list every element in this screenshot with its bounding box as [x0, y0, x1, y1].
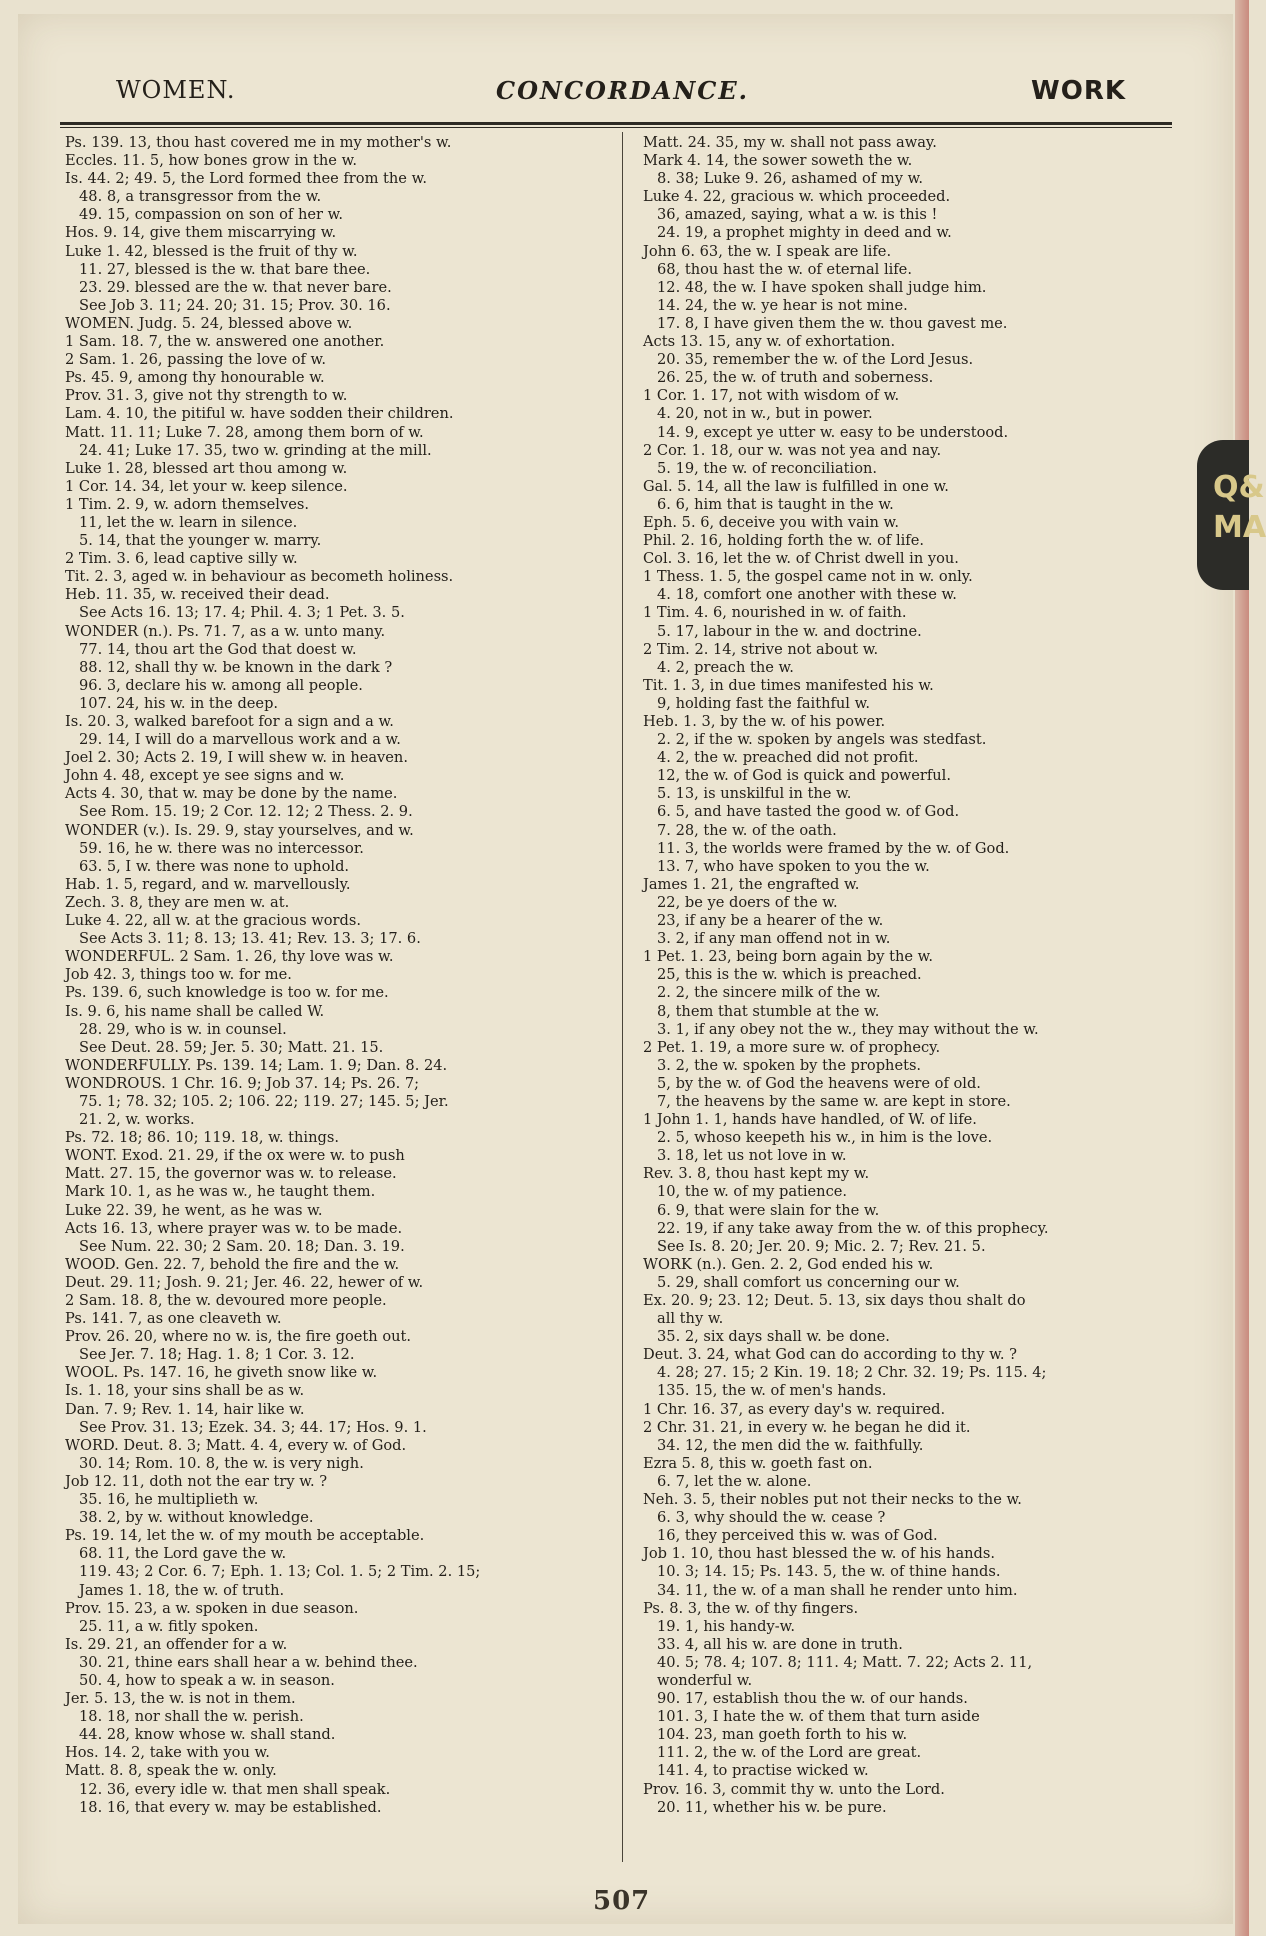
concordance-line: 40. 5; 78. 4; 107. 8; 111. 4; Matt. 7. 22; Acts 2. 11,: [657, 1653, 1033, 1671]
concordance-line: Heb. 1. 3, by the w. of his power.: [643, 713, 886, 730]
concordance-line: 2. 2, if the w. spoken by angels was stedfast.: [657, 731, 987, 749]
concordance-line: 4. 2, the w. preached did not profit.: [657, 749, 919, 767]
concordance-line: 33. 4, all his w. are done in truth.: [657, 1635, 903, 1653]
concordance-line: See Deut. 28. 59; Jer. 5. 30; Matt. 21. 15.: [79, 1038, 384, 1056]
concordance-line: 30. 21, thine ears shall hear a w. behind thee.: [79, 1653, 418, 1671]
concordance-line: See Rom. 15. 19; 2 Cor. 12. 12; 2 Thess. 2. 9.: [79, 803, 413, 821]
concordance-line: 5, by the w. of God the heavens were of old.: [657, 1074, 981, 1092]
concordance-line: Acts 16. 13, where prayer was w. to be made.: [65, 1219, 403, 1237]
thumb-index-label: Q& MA: [1213, 470, 1266, 545]
concordance-line: 28. 29, who is w. in counsel.: [79, 1020, 287, 1038]
concordance-line: 2 Sam. 18. 8, the w. devoured more people.: [65, 1292, 387, 1309]
concordance-line: WONDERFULLY. Ps. 139. 14; Lam. 1. 9; Dan. 8. 24.: [65, 1056, 448, 1074]
concordance-line: James 1. 21, the engrafted w.: [643, 875, 860, 893]
concordance-line: 1 Pet. 1. 23, being born again by the w.: [643, 948, 934, 966]
concordance-line: Deut. 29. 11; Josh. 9. 21; Jer. 46. 22, hewer of w.: [65, 1273, 424, 1291]
concordance-line: 11. 27, blessed is the w. that bare thee.: [79, 260, 371, 278]
concordance-line: WONDER (n.). Ps. 71. 7, as a w. unto many.: [65, 622, 386, 640]
header-rule: [60, 122, 1172, 125]
concordance-line: 8. 38; Luke 9. 26, ashamed of my w.: [657, 170, 924, 188]
concordance-line: WONDER (v.). Is. 29. 9, stay yourselves, and w.: [65, 821, 414, 839]
concordance-line: 13. 7, who have spoken to you the w.: [657, 857, 930, 875]
concordance-line: Lam. 4. 10, the pitiful w. have sodden their children.: [65, 405, 454, 423]
concordance-line: 1 John 1. 1, hands have handled, of W. of life.: [643, 1111, 977, 1129]
concordance-line: Is. 1. 18, your sins shall be as w.: [65, 1382, 305, 1400]
concordance-line: Mark 4. 14, the sower soweth the w.: [643, 152, 913, 170]
concordance-line: 119. 43; 2 Cor. 6. 7; Eph. 1. 13; Col. 1. 5; 2 Tim. 2. 15;: [79, 1563, 481, 1581]
concordance-line: 14. 9, except ye utter w. easy to be understood.: [657, 423, 1009, 441]
header-title: CONCORDANCE.: [496, 76, 750, 105]
concordance-line: Jer. 5. 13, the w. is not in them.: [65, 1690, 296, 1708]
concordance-line: Tit. 2. 3, aged w. in behaviour as becometh holiness.: [65, 568, 454, 586]
concordance-line: Job 12. 11, doth not the ear try w. ?: [65, 1472, 328, 1490]
concordance-line: Ps. 8. 3, the w. of thy fingers.: [643, 1599, 859, 1617]
concordance-line: John 4. 48, except ye see signs and w.: [65, 767, 345, 785]
concordance-line: 38. 2, by w. without knowledge.: [79, 1509, 314, 1527]
concordance-line: 34. 12, the men did the w. faithfully.: [657, 1436, 924, 1454]
header-right-word: WORK: [1031, 76, 1126, 106]
concordance-line: 11, let the w. learn in silence.: [79, 513, 298, 531]
concordance-line: See Is. 8. 20; Jer. 20. 9; Mic. 2. 7; Rev. 21. 5.: [657, 1237, 986, 1255]
concordance-line: Luke 1. 28, blessed art thou among w.: [65, 459, 348, 477]
concordance-line: 44. 28, know whose w. shall stand.: [79, 1726, 336, 1744]
concordance-line: 29. 14, I will do a marvellous work and a w.: [79, 731, 401, 749]
concordance-line: See Num. 22. 30; 2 Sam. 20. 18; Dan. 3. 19.: [79, 1237, 405, 1255]
concordance-line: Ps. 139. 13, thou hast covered me in my mother's w.: [65, 134, 452, 151]
concordance-line: Neh. 3. 5, their nobles put not their necks to the w.: [643, 1491, 1022, 1509]
concordance-line: 50. 4, how to speak a w. in season.: [79, 1671, 335, 1689]
running-header: [96, 76, 1126, 120]
concordance-line: 10, the w. of my patience.: [657, 1183, 848, 1201]
concordance-line: 2 Cor. 1. 18, our w. was not yea and nay.: [643, 441, 942, 459]
concordance-line: 2. 2, the sincere milk of the w.: [657, 984, 881, 1002]
concordance-line: Ezra 5. 8, this w. goeth fast on.: [643, 1454, 873, 1472]
concordance-line: See Acts 16. 13; 17. 4; Phil. 4. 3; 1 Pet. 3. 5.: [79, 604, 405, 622]
concordance-line: 35. 16, he multiplieth w.: [79, 1491, 259, 1509]
concordance-line: 18. 18, nor shall the w. perish.: [79, 1708, 304, 1726]
concordance-line: 2 Pet. 1. 19, a more sure w. of prophecy.: [643, 1038, 941, 1056]
concordance-line: WORK (n.). Gen. 2. 2, God ended his w.: [643, 1255, 934, 1273]
concordance-line: 2. 5, whoso keepeth his w., in him is the love.: [657, 1129, 993, 1147]
concordance-line: 7. 28, the w. of the oath.: [657, 821, 837, 839]
concordance-line: Luke 22. 39, he went, as he was w.: [65, 1201, 323, 1219]
concordance-line: 20. 11, whether his w. be pure.: [657, 1798, 887, 1816]
concordance-line: 6. 9, that were slain for the w.: [657, 1201, 880, 1219]
concordance-line: 1 Thess. 1. 5, the gospel came not in w. only.: [643, 568, 973, 586]
concordance-line: 2 Chr. 31. 21, in every w. he began he did it.: [643, 1418, 971, 1436]
left-column: [65, 134, 610, 1817]
concordance-line: WONT. Exod. 21. 29, if the ox were w. to push: [65, 1147, 405, 1165]
concordance-line: 1 Chr. 16. 37, as every day's w. required.: [643, 1400, 946, 1418]
concordance-line: 25. 11, a w. fitly spoken.: [79, 1617, 259, 1635]
concordance-line: 48. 8, a transgressor from the w.: [79, 188, 322, 206]
concordance-line: wonderful w.: [657, 1671, 753, 1689]
concordance-line: Luke 4. 22, gracious w. which proceeded.: [643, 188, 951, 206]
concordance-line: Eccles. 11. 5, how bones grow in the w.: [65, 152, 357, 170]
concordance-line: 63. 5, I w. there was none to uphold.: [79, 857, 350, 875]
concordance-line: Luke 1. 42, blessed is the fruit of thy w.: [65, 242, 358, 260]
concordance-line: 101. 3, I hate the w. of them that turn aside: [657, 1708, 980, 1726]
concordance-line: Job 1. 10, thou hast blessed the w. of his hands.: [643, 1545, 996, 1563]
page-number: 507: [593, 1886, 651, 1916]
concordance-line: Is. 20. 3, walked barefoot for a sign and a w.: [65, 713, 394, 730]
concordance-line: Prov. 15. 23, a w. spoken in due season.: [65, 1599, 359, 1617]
concordance-line: Matt. 8. 8, speak the w. only.: [65, 1762, 277, 1780]
concordance-line: 75. 1; 78. 32; 105. 2; 106. 22; 119. 27; 145. 5; Jer.: [79, 1092, 449, 1110]
concordance-line: 1 Cor. 14. 34, let your w. keep silence.: [65, 477, 348, 495]
concordance-line: 22, be ye doers of the w.: [657, 893, 838, 911]
concordance-line: 12. 36, every idle w. that men shall speak.: [79, 1780, 391, 1798]
concordance-line: 3. 1, if any obey not the w., they may without the w.: [657, 1020, 1039, 1038]
concordance-line: Zech. 3. 8, they are men w. at.: [65, 893, 290, 911]
concordance-line: 4. 2, preach the w.: [657, 658, 794, 676]
column-divider: [622, 132, 623, 1862]
concordance-line: 23, if any be a hearer of the w.: [657, 912, 884, 930]
concordance-line: 35. 2, six days shall w. be done.: [657, 1328, 890, 1346]
concordance-line: WOMEN. Judg. 5. 24, blessed above w.: [65, 314, 353, 332]
concordance-line: 96. 3, declare his w. among all people.: [79, 676, 363, 694]
concordance-line: Ex. 20. 9; 23. 12; Deut. 5. 13, six days thou shalt do: [643, 1292, 1026, 1309]
concordance-line: See Jer. 7. 18; Hag. 1. 8; 1 Cor. 3. 12.: [79, 1346, 355, 1364]
concordance-line: 21. 2, w. works.: [79, 1111, 195, 1129]
concordance-line: 18. 16, that every w. may be established.: [79, 1798, 382, 1816]
concordance-line: 6. 5, and have tasted the good w. of God.: [657, 803, 960, 821]
concordance-line: Hos. 14. 2, take with you w.: [65, 1744, 270, 1762]
concordance-line: 5. 17, labour in the w. and doctrine.: [657, 622, 922, 640]
concordance-line: Luke 4. 22, all w. at the gracious words.: [65, 912, 361, 930]
concordance-line: Mark 10. 1, as he was w., he taught them.: [65, 1183, 376, 1201]
concordance-line: 5. 29, shall comfort us concerning our w.: [657, 1273, 960, 1291]
concordance-line: 59. 16, he w. there was no intercessor.: [79, 839, 364, 857]
concordance-line: 11. 3, the worlds were framed by the w. of God.: [657, 839, 1010, 857]
concordance-line: Rev. 3. 8, thou hast kept my w.: [643, 1165, 870, 1183]
concordance-line: 36, amazed, saying, what a w. is this !: [657, 206, 938, 224]
concordance-line: 19. 1, his handy-w.: [657, 1617, 796, 1635]
concordance-line: Hos. 9. 14, give them miscarrying w.: [65, 224, 337, 242]
concordance-line: 7, the heavens by the same w. are kept in store.: [657, 1092, 1011, 1110]
concordance-line: WONDERFUL. 2 Sam. 1. 26, thy love was w.: [65, 948, 394, 966]
concordance-line: James 1. 18, the w. of truth.: [79, 1581, 285, 1599]
concordance-line: Joel 2. 30; Acts 2. 19, I will shew w. in heaven.: [65, 749, 408, 767]
concordance-line: Ps. 139. 6, such knowledge is too w. for me.: [65, 984, 389, 1002]
concordance-line: 5. 14, that the younger w. marry.: [79, 532, 322, 550]
concordance-line: Phil. 2. 16, holding forth the w. of life.: [643, 532, 924, 550]
concordance-line: 88. 12, shall thy w. be known in the dark ?: [79, 658, 393, 676]
concordance-line: 3. 2, the w. spoken by the prophets.: [657, 1056, 922, 1074]
concordance-line: 6. 7, let the w. alone.: [657, 1472, 812, 1490]
concordance-line: 4. 20, not in w., but in power.: [657, 405, 873, 423]
concordance-line: 10. 3; 14. 15; Ps. 143. 5, the w. of thine hands.: [657, 1563, 1001, 1581]
concordance-line: Is. 29. 21, an offender for a w.: [65, 1635, 288, 1653]
concordance-line: 22. 19, if any take away from the w. of this prophecy.: [657, 1219, 1049, 1237]
concordance-line: WORD. Deut. 8. 3; Matt. 4. 4, every w. of God.: [65, 1436, 407, 1454]
concordance-line: Tit. 1. 3, in due times manifested his w.: [643, 676, 934, 694]
concordance-line: 1 Tim. 4. 6, nourished in w. of faith.: [643, 604, 907, 622]
concordance-line: 2 Sam. 1. 26, passing the love of w.: [65, 351, 326, 369]
concordance-line: WOOL. Ps. 147. 16, he giveth snow like w.: [65, 1364, 378, 1382]
concordance-line: Matt. 11. 11; Luke 7. 28, among them born of w.: [65, 423, 424, 441]
concordance-line: 3. 2, if any man offend not in w.: [657, 930, 891, 948]
concordance-line: Acts 4. 30, that w. may be done by the name.: [65, 785, 398, 803]
concordance-line: 25, this is the w. which is preached.: [657, 966, 922, 984]
concordance-line: 4. 18, comfort one another with these w.: [657, 586, 957, 604]
concordance-line: Col. 3. 16, let the w. of Christ dwell in you.: [643, 550, 959, 568]
concordance-line: Is. 44. 2; 49. 5, the Lord formed thee from the w.: [65, 170, 427, 188]
concordance-line: Prov. 31. 3, give not thy strength to w.: [65, 387, 348, 405]
concordance-line: See Job 3. 11; 24. 20; 31. 15; Prov. 30. 16.: [79, 296, 391, 314]
concordance-line: 17. 8, I have given them the w. thou gavest me.: [657, 314, 1008, 332]
concordance-line: 2 Tim. 3. 6, lead captive silly w.: [65, 550, 298, 568]
concordance-line: 77. 14, thou art the God that doest w.: [79, 640, 357, 658]
concordance-line: 68, thou hast the w. of eternal life.: [657, 260, 912, 278]
concordance-line: Is. 9. 6, his name shall be called W.: [65, 1002, 325, 1020]
concordance-line: 1 Sam. 18. 7, the w. answered one another.: [65, 333, 385, 351]
concordance-line: Prov. 16. 3, commit thy w. unto the Lord.: [643, 1780, 945, 1798]
concordance-line: 2 Tim. 2. 14, strive not about w.: [643, 640, 879, 658]
concordance-line: 5. 19, the w. of reconciliation.: [657, 459, 878, 477]
concordance-line: 6. 3, why should the w. cease ?: [657, 1509, 886, 1527]
header-rule-thin: [60, 127, 1172, 128]
concordance-line: 135. 15, the w. of men's hands.: [657, 1382, 887, 1400]
concordance-line: Hab. 1. 5, regard, and w. marvellously.: [65, 875, 351, 893]
concordance-line: 107. 24, his w. in the deep.: [79, 694, 279, 712]
thumb-index-tab[interactable]: [1197, 440, 1266, 590]
concordance-line: Dan. 7. 9; Rev. 1. 14, hair like w.: [65, 1400, 305, 1418]
concordance-line: 1 Cor. 1. 17, not with wisdom of w.: [643, 387, 900, 405]
concordance-line: Acts 13. 15, any w. of exhortation.: [643, 333, 896, 351]
concordance-line: Matt. 27. 15, the governor was w. to release.: [65, 1165, 397, 1183]
concordance-line: 23. 29. blessed are the w. that never bare.: [79, 278, 392, 296]
concordance-line: 24. 41; Luke 17. 35, two w. grinding at the mill.: [79, 441, 432, 459]
concordance-line: 9, holding fast the faithful w.: [657, 694, 870, 712]
concordance-line: See Acts 3. 11; 8. 13; 13. 41; Rev. 13. 3; 17. 6.: [79, 930, 421, 948]
concordance-line: 20. 35, remember the w. of the Lord Jesus.: [657, 351, 974, 369]
concordance-line: 1 Tim. 2. 9, w. adorn themselves.: [65, 495, 309, 513]
page-edge: [1235, 0, 1249, 1936]
concordance-line: 12. 48, the w. I have spoken shall judge him.: [657, 278, 987, 296]
concordance-line: Eph. 5. 6, deceive you with vain w.: [643, 513, 899, 531]
concordance-line: 3. 18, let us not love in w.: [657, 1147, 847, 1165]
concordance-line: 6. 6, him that is taught in the w.: [657, 495, 894, 513]
concordance-line: 26. 25, the w. of truth and soberness.: [657, 369, 934, 387]
right-column: [643, 134, 1188, 1817]
concordance-line: all thy w.: [657, 1310, 724, 1328]
concordance-line: Matt. 24. 35, my w. shall not pass away.: [643, 134, 937, 151]
concordance-line: WONDROUS. 1 Chr. 16. 9; Job 37. 14; Ps. 26. 7;: [65, 1074, 420, 1092]
concordance-line: 24. 19, a prophet mighty in deed and w.: [657, 224, 952, 242]
concordance-line: Heb. 11. 35, w. received their dead.: [65, 586, 330, 604]
concordance-line: 4. 28; 27. 15; 2 Kin. 19. 18; 2 Chr. 32. 19; Ps. 115. 4;: [657, 1364, 1047, 1382]
concordance-line: Deut. 3. 24, what God can do according to thy w. ?: [643, 1346, 1017, 1364]
concordance-line: 104. 23, man goeth forth to his w.: [657, 1726, 908, 1744]
concordance-line: 16, they perceived this w. was of God.: [657, 1527, 938, 1545]
concordance-line: 111. 2, the w. of the Lord are great.: [657, 1744, 922, 1762]
concordance-line: Ps. 19. 14, let the w. of my mouth be acceptable.: [65, 1527, 425, 1545]
concordance-line: 90. 17, establish thou the w. of our hands.: [657, 1690, 968, 1708]
concordance-line: John 6. 63, the w. I speak are life.: [643, 242, 892, 260]
concordance-line: 68. 11, the Lord gave the w.: [79, 1545, 287, 1563]
concordance-line: Ps. 141. 7, as one cleaveth w.: [65, 1310, 282, 1328]
concordance-line: 8, them that stumble at the w.: [657, 1002, 880, 1020]
concordance-line: Ps. 45. 9, among thy honourable w.: [65, 369, 325, 387]
concordance-line: 12, the w. of God is quick and powerful.: [657, 767, 951, 785]
concordance-page: [18, 14, 1233, 1924]
concordance-line: 14. 24, the w. ye hear is not mine.: [657, 296, 908, 314]
concordance-line: Ps. 72. 18; 86. 10; 119. 18, w. things.: [65, 1129, 339, 1147]
concordance-line: Prov. 26. 20, where no w. is, the fire goeth out.: [65, 1328, 412, 1346]
concordance-line: 34. 11, the w. of a man shall he render unto him.: [657, 1581, 1018, 1599]
header-left-word: WOMEN.: [116, 76, 236, 104]
concordance-line: See Prov. 31. 13; Ezek. 34. 3; 44. 17; Hos. 9. 1.: [79, 1418, 427, 1436]
concordance-line: Gal. 5. 14, all the law is fulfilled in one w.: [643, 477, 949, 495]
concordance-line: 141. 4, to practise wicked w.: [657, 1762, 869, 1780]
concordance-line: 5. 13, is unskilful in the w.: [657, 785, 852, 803]
concordance-line: Job 42. 3, things too w. for me.: [65, 966, 292, 984]
concordance-line: 30. 14; Rom. 10. 8, the w. is very nigh.: [79, 1454, 364, 1472]
concordance-line: 49. 15, compassion on son of her w.: [79, 206, 344, 224]
concordance-line: WOOD. Gen. 22. 7, behold the fire and the w.: [65, 1255, 400, 1273]
